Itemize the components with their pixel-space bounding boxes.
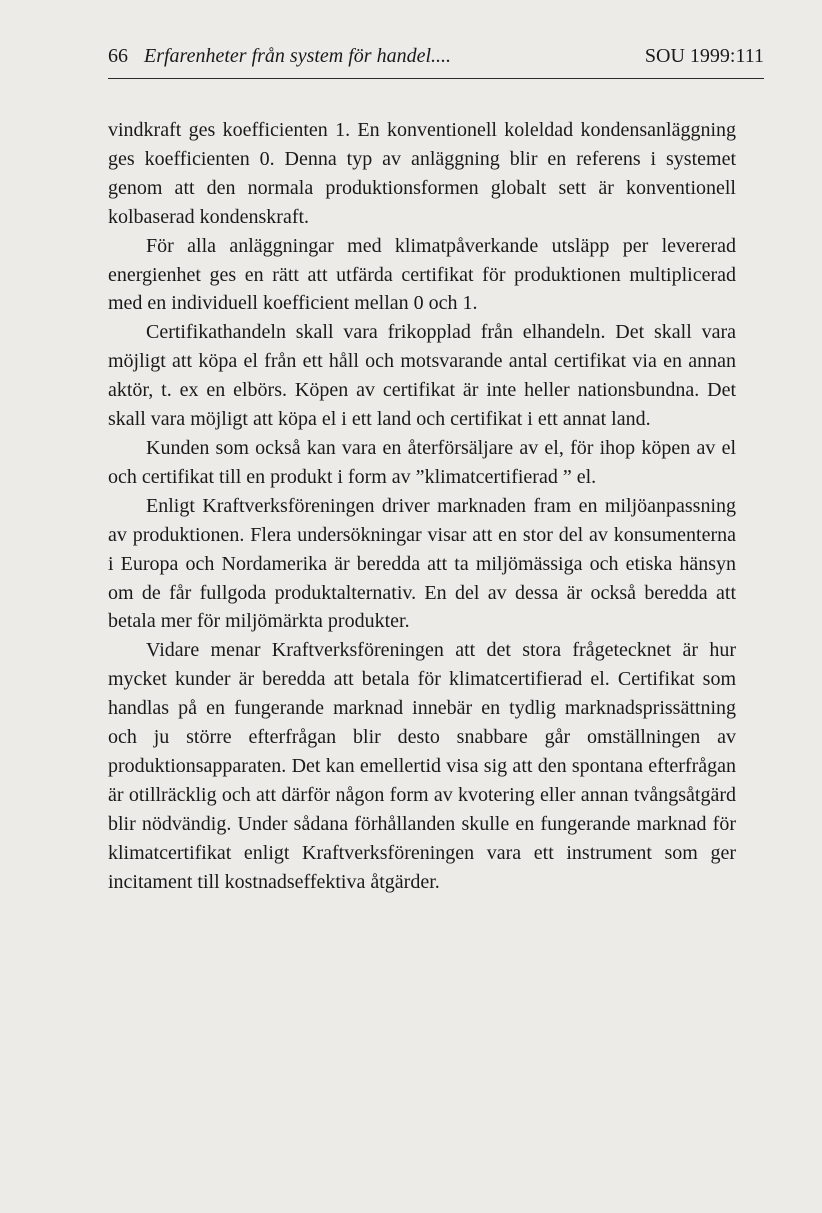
- page-number: 66: [108, 45, 128, 67]
- running-title: Erfarenheter från system för handel....: [144, 45, 452, 67]
- paragraph: Kunden som också kan vara en återförsäljare av el, för ihop köpen av el och certifikat till en produkt i form av ”klimatcertifierad ” el.: [108, 436, 736, 488]
- body-text: [108, 116, 736, 896]
- header-rule: [108, 78, 764, 79]
- paragraph: Enligt Kraftverksföreningen driver marknaden fram en miljöanpassning av produktionen. Flera undersökningar visar att en stor del av konsumenterna i Europa och Nordamerika är beredda att ta miljömässiga och etiska hänsyn om de får fullgoda produktalternativ. En del av dessa är också beredda att betala mer för miljömärkta produkter.: [108, 494, 736, 633]
- paragraph: För alla anläggningar med klimatpåverkande utsläpp per levererad energienhet ges en rätt att utfärda certifikat för produktionen multiplicerad med en individuell koefficient mellan 0 och 1.: [108, 234, 736, 315]
- report-id: SOU 1999:111: [644, 45, 764, 67]
- paragraph: Vidare menar Kraftverksföreningen att det stora frågetecknet är hur mycket kunder är beredda att betala för klimatcertifierad el. Certifikat som handlas på en fungerande marknad innebär en tydlig marknadsprissättning och ju större efterfrågan blir desto snabbare går omställningen av produktionsapparaten. Det kan emellertid visa sig att den spontana efterfrågan är otillräcklig och att därför någon form av kvotering eller annan tvångsåtgärd blir nödvändig. Under sådana förhållanden skulle en fungerande marknad för klimatcertifikat enligt Kraftverksföreningen vara ett instrument som ger incitament till kostnadseffektiva åtgärder.: [108, 639, 736, 893]
- paragraph: vindkraft ges koefficienten 1. En konventionell koleldad kondensanläggning ges koefficienten 0. Denna typ av anläggning blir en referens i systemet genom att den normala produktionsformen globalt sett är konventionell kolbaserad kondenskraft.: [108, 119, 736, 228]
- page-header: [108, 40, 764, 72]
- paragraph: Certifikathandeln skall vara frikopplad från elhandeln. Det skall vara möjligt att köpa el från ett håll och motsvarande antal certifikat via en annan aktör, t. ex en elbörs. Köpen av certifikat är inte heller nationsbundna. Det skall vara möjligt att köpa el i ett land och certifikat i ett annat land.: [108, 321, 736, 431]
